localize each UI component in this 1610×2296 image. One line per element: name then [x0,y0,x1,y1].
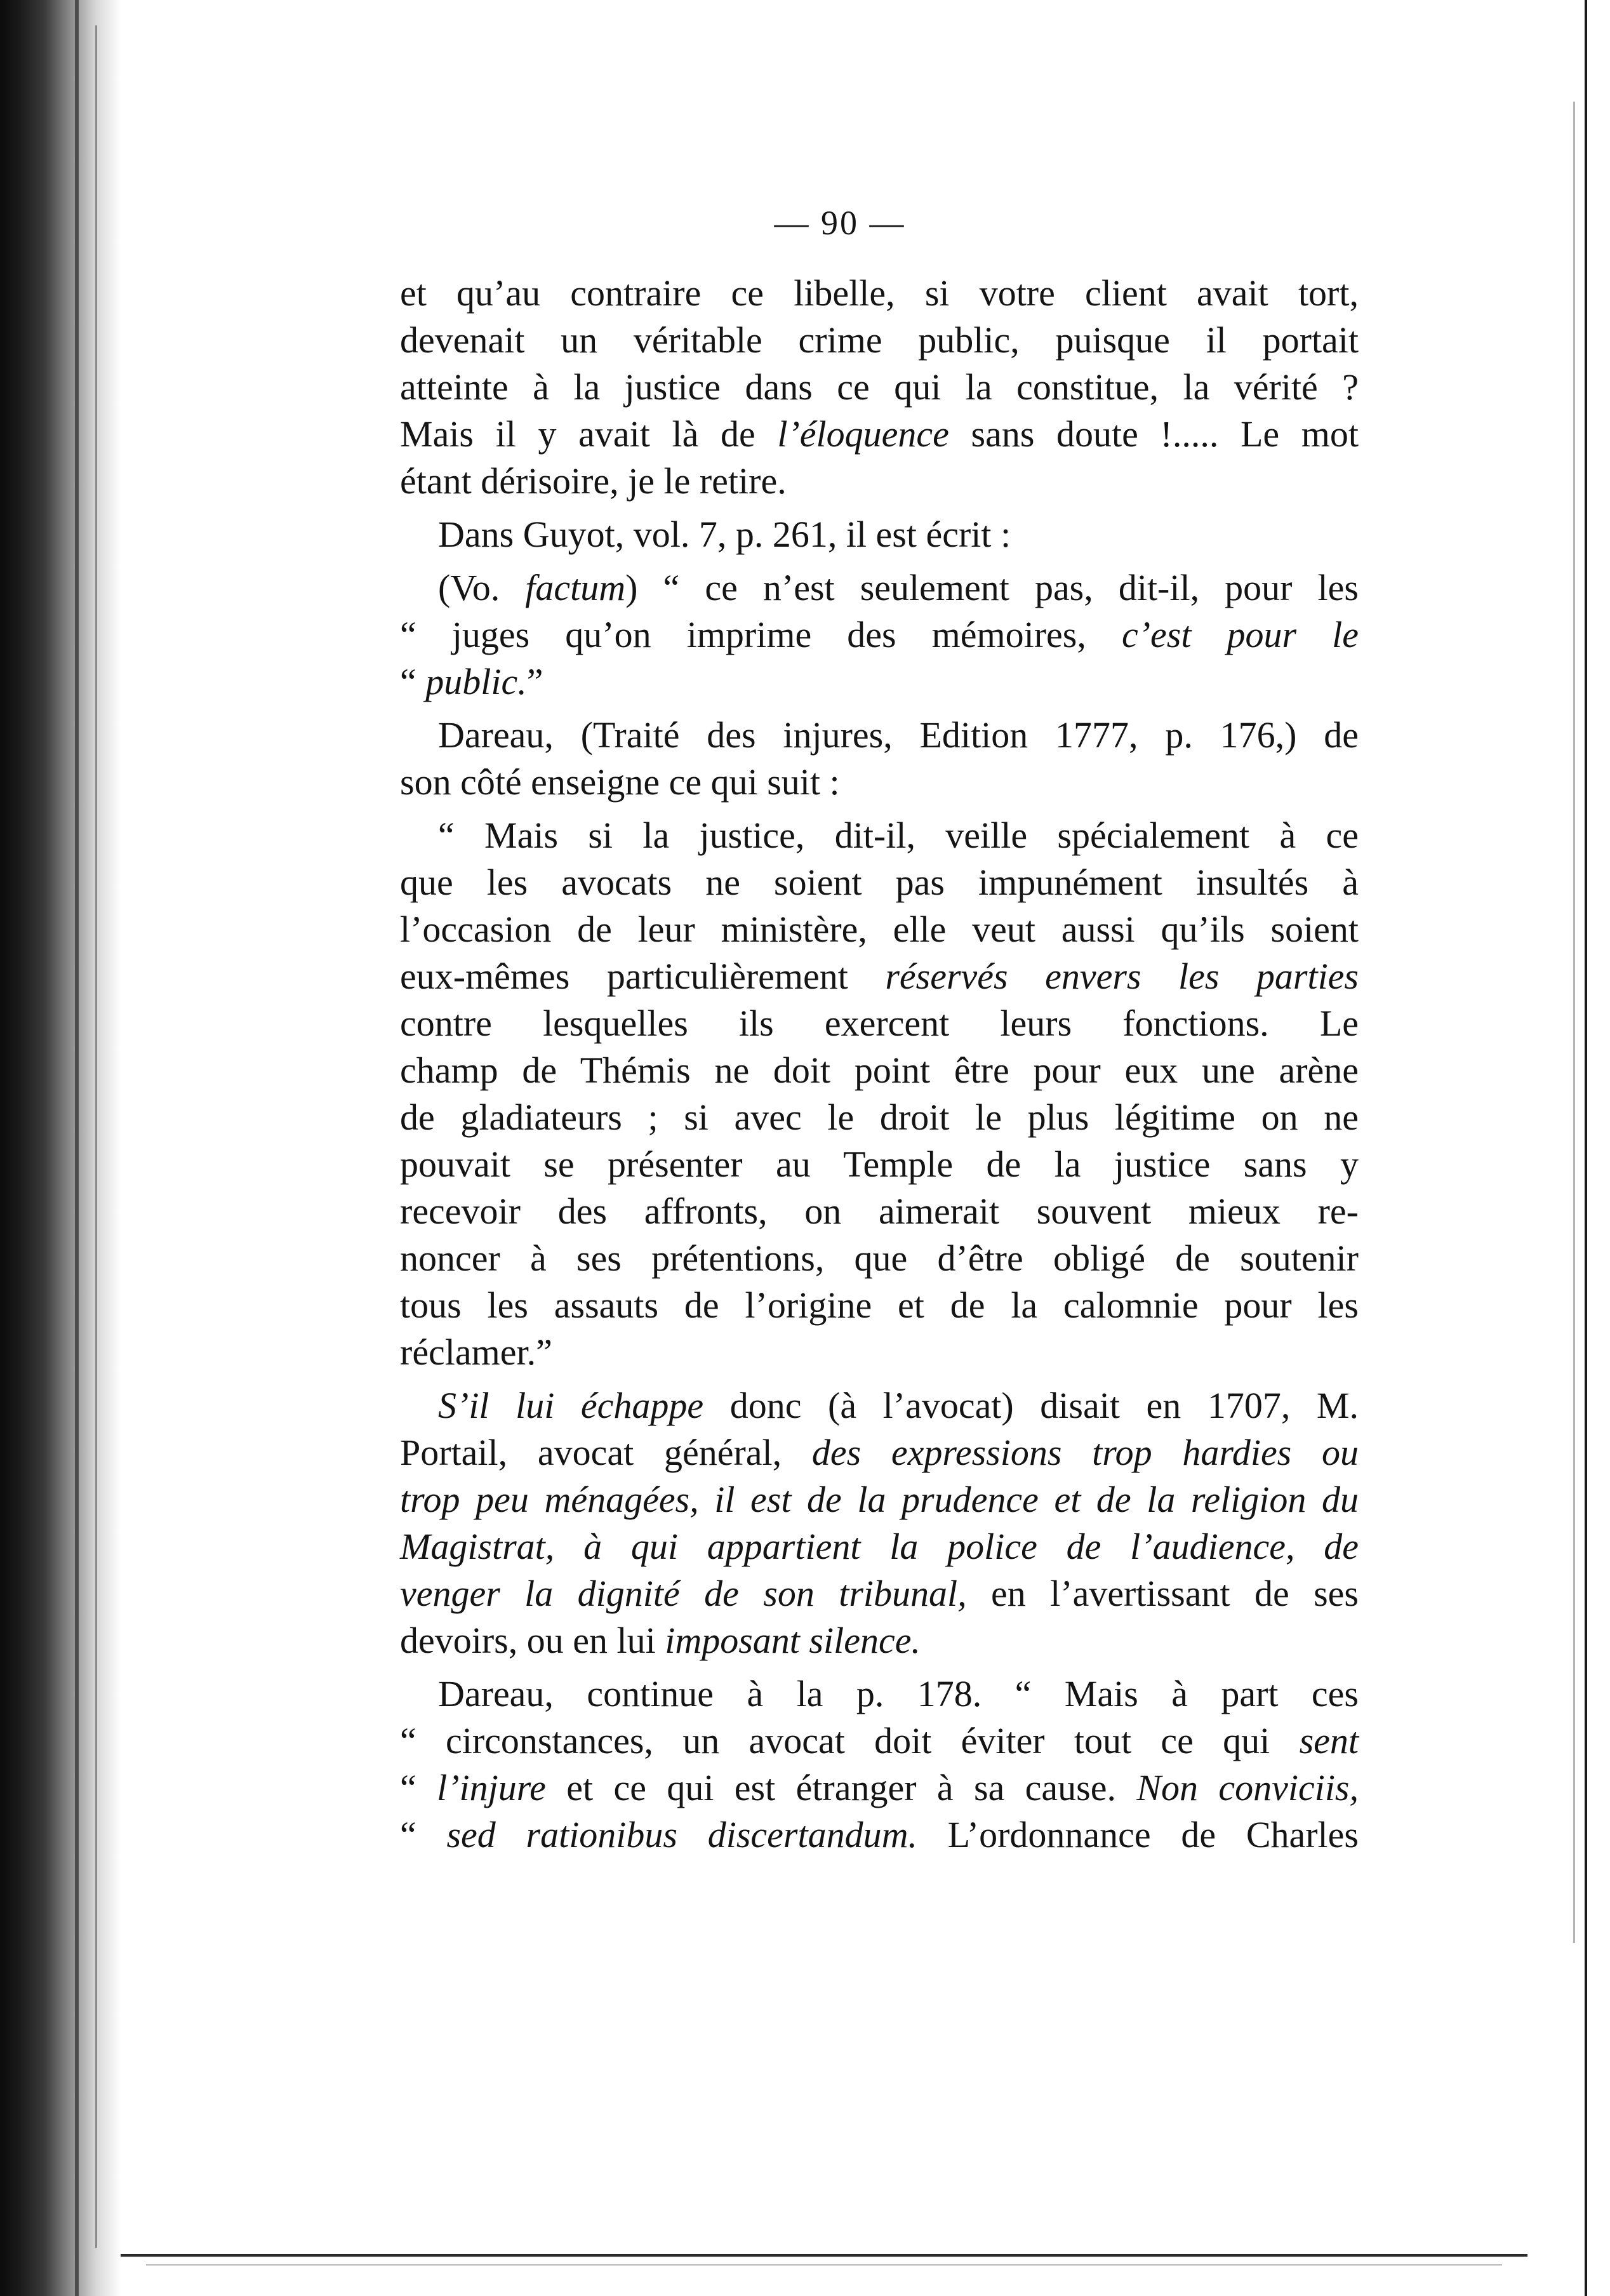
page-number: — 90 — [774,204,906,242]
text-line: Magistrat, à qui appartient la police de l’audience, de [400,1526,1359,1567]
text-line: “ juges qu’on imprime des mémoires, c’est pour le [400,614,1359,655]
text-line: “ Mais si la justice, dit-il, veille spécialement à ce [438,815,1359,856]
text-line: noncer à ses prétentions, que d’être obligé de soutenir [400,1238,1359,1279]
text-line: devoirs, ou en lui imposant silence. [400,1620,921,1661]
text-line: “ l’injure et ce qui est étranger à sa cause. Non conviciis, [400,1767,1359,1808]
scan-bottom-edge [121,2245,1527,2296]
text-line: “ public.” [400,661,543,702]
text-line: Dareau, continue à la p. 178. “ Mais à part ces [438,1673,1359,1714]
text-line: de gladiateurs ; si avec le droit le plus légitime on ne [400,1097,1359,1138]
text-line: son côté enseigne ce qui suit : [400,761,840,803]
text-line: Dans Guyot, vol. 7, p. 261, il est écrit : [438,514,1011,555]
text-line: recevoir des affronts, on aimerait souvent mieux re- [400,1191,1359,1232]
text-line: l’occasion de leur ministère, elle veut aussi qu’ils soient [400,909,1359,950]
text-line: (Vo. factum) “ ce n’est seulement pas, dit-il, pour les [438,567,1359,608]
text-line: que les avocats ne soient pas impunément insultés à [400,862,1359,903]
text-line: eux-mêmes particulièrement réservés envers les parties [400,956,1359,997]
text-line: atteinte à la justice dans ce qui la constitue, la vérité ? [400,366,1359,408]
text-line: trop peu ménagées, il est de la prudence et de la religion du [400,1479,1359,1520]
text-line: S’il lui échappe donc (à l’avocat) disait en 1707, M. [438,1385,1359,1426]
text-line: Portail, avocat général, des expressions trop hardies ou [400,1432,1359,1473]
text-line: contre lesquelles ils exercent leurs fonctions. Le [400,1003,1359,1044]
scan-right-edge [1527,0,1610,2296]
text-line: Mais il y avait là de l’éloquence sans doute !..... Le mot [400,413,1359,455]
text-line: tous les assauts de l’origine et de la calomnie pour les [400,1285,1359,1326]
text-line: venger la dignité de son tribunal, en l’avertissant de ses [400,1573,1359,1614]
page-body [400,270,1359,1859]
text-line: pouvait se présenter au Temple de la justice sans y [400,1144,1359,1185]
text-line: champ de Thémis ne doit point être pour eux une arène [400,1050,1359,1091]
text-line: étant dérisoire, je le retire. [400,460,787,502]
text-line: Dareau, (Traité des injures, Edition 1777, p. 176,) de [438,714,1359,756]
text-line: réclamer.” [400,1332,552,1373]
text-line: “ circonstances, un avocat doit éviter tout ce qui sent [400,1720,1359,1761]
scan-binding-edge [0,0,121,2296]
text-line: devenait un véritable crime public, puisque il portait [400,319,1359,361]
text-line: et qu’au contraire ce libelle, si votre client avait tort, [400,272,1359,314]
text-line: “ sed rationibus discertandum. L’ordonnance de Charles [400,1814,1359,1855]
